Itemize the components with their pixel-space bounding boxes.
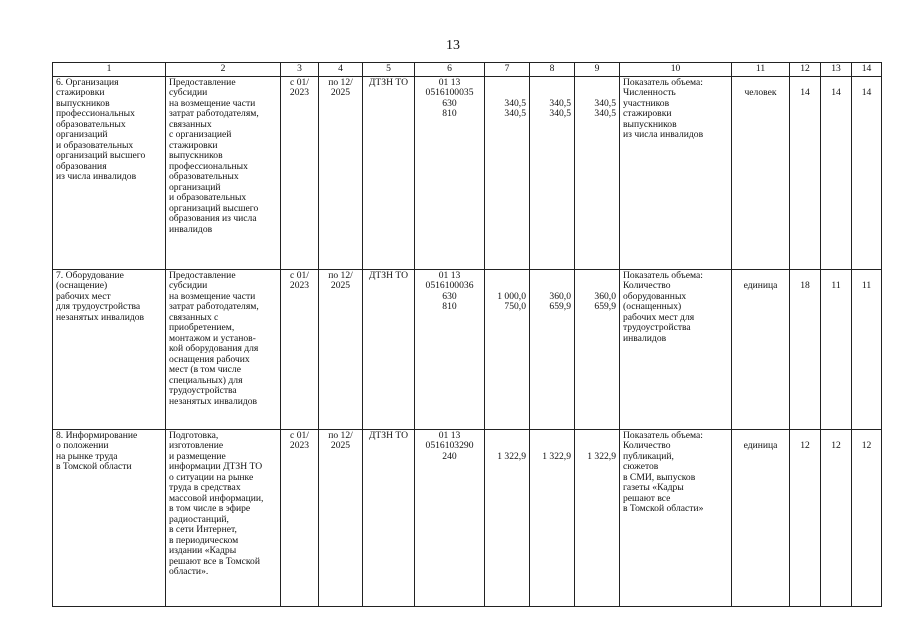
end-date: по 12/ 2025	[319, 269, 363, 429]
executor: ДТЗН ТО	[363, 429, 415, 606]
amount-col9: 360,0 659,9	[575, 269, 620, 429]
value-col14: 12	[852, 429, 882, 606]
value-col13: 14	[821, 76, 852, 269]
budget-code: 01 13 0516103290 240	[415, 429, 485, 606]
end-date: по 12/ 2025	[319, 76, 363, 269]
end-date: по 12/ 2025	[319, 429, 363, 606]
activity-name: 7. Оборудование (оснащение) рабочих мест для трудоустройства незанятых инвалидов	[53, 269, 166, 429]
activities-table	[52, 62, 882, 607]
column-header: 12	[790, 63, 821, 77]
unit: единица	[732, 429, 790, 606]
column-header: 6	[415, 63, 485, 77]
column-header: 9	[575, 63, 620, 77]
amount-col9: 340,5 340,5	[575, 76, 620, 269]
activity-description: Подготовка, изготовление и размещение информации ДТЗН ТО о ситуации на рынке труда в средствах массовой информации, в том числе в эфире радиостанций, в сети Интернет, в периодическом издании «Кадры решают все в Томской области».	[166, 429, 281, 606]
column-header: 3	[281, 63, 319, 77]
amount-col7: 340,5 340,5	[485, 76, 530, 269]
amount-col8: 340,5 340,5	[530, 76, 575, 269]
column-header: 14	[852, 63, 882, 77]
budget-code: 01 13 0516100036 630 810	[415, 269, 485, 429]
amount-col7: 1 000,0 750,0	[485, 269, 530, 429]
start-date: с 01/ 2023	[281, 269, 319, 429]
table-row	[53, 76, 882, 269]
value-col13: 11	[821, 269, 852, 429]
table-row	[53, 429, 882, 606]
column-header: 7	[485, 63, 530, 77]
value-col14: 14	[852, 76, 882, 269]
value-col14: 11	[852, 269, 882, 429]
amount-col7: 1 322,9	[485, 429, 530, 606]
executor: ДТЗН ТО	[363, 76, 415, 269]
activity-description: Предоставление субсидии на возмещение части затрат работодателям, связанных с организацией стажировки выпускников профессиональных образовательных организаций и образовательных организаций высшего образования из числа инвалидов	[166, 76, 281, 269]
value-col13: 12	[821, 429, 852, 606]
column-header: 1	[53, 63, 166, 77]
amount-col8: 1 322,9	[530, 429, 575, 606]
start-date: с 01/ 2023	[281, 76, 319, 269]
start-date: с 01/ 2023	[281, 429, 319, 606]
indicator: Показатель объема: Количество публикаций, сюжетов в СМИ, выпусков газеты «Кадры решают все в Томской области»	[620, 429, 732, 606]
amount-col8: 360,0 659,9	[530, 269, 575, 429]
column-header: 2	[166, 63, 281, 77]
page-number: 13	[446, 38, 460, 53]
column-header: 10	[620, 63, 732, 77]
indicator: Показатель объема: Количество оборудованных (оснащенных) рабочих мест для трудоустройства инвалидов	[620, 269, 732, 429]
amount-col9: 1 322,9	[575, 429, 620, 606]
header-row	[53, 63, 882, 77]
column-header: 8	[530, 63, 575, 77]
activity-name: 6. Организация стажировки выпускников профессиональных образовательных организаций и образовательных организаций высшего образования из числа инвалидов	[53, 76, 166, 269]
column-header: 5	[363, 63, 415, 77]
activity-description: Предоставление субсидии на возмещение части затрат работодателям, связанных с приобретением, монтажом и установ- кой оборудования для оснащения рабочих мест (в том числе специальных) для трудоустройства незанятых инвалидов	[166, 269, 281, 429]
indicator: Показатель объема: Численность участников стажировки выпускников из числа инвалидов	[620, 76, 732, 269]
unit: единица	[732, 269, 790, 429]
value-col12: 12	[790, 429, 821, 606]
unit: человек	[732, 76, 790, 269]
column-header: 13	[821, 63, 852, 77]
table-row	[53, 269, 882, 429]
value-col12: 18	[790, 269, 821, 429]
column-header: 4	[319, 63, 363, 77]
budget-code: 01 13 0516100035 630 810	[415, 76, 485, 269]
column-header: 11	[732, 63, 790, 77]
activity-name: 8. Информирование о положении на рынке труда в Томской области	[53, 429, 166, 606]
executor: ДТЗН ТО	[363, 269, 415, 429]
value-col12: 14	[790, 76, 821, 269]
